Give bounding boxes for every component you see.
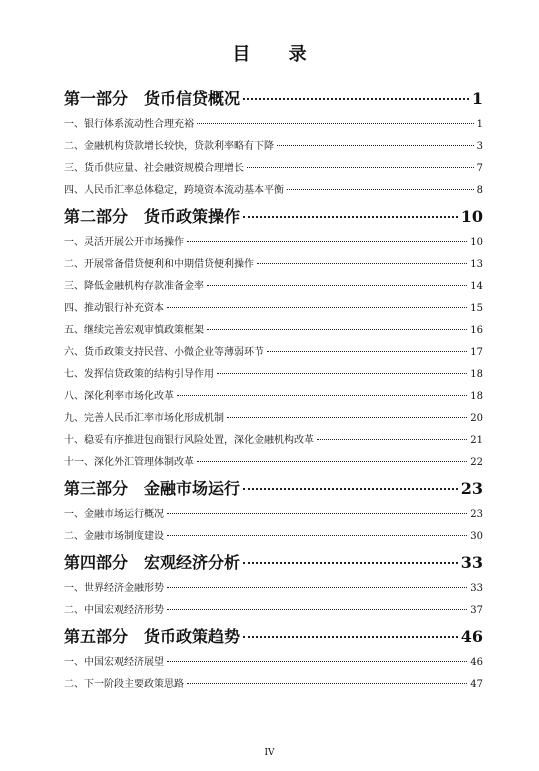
- toc-item-label: 十一、深化外汇管理体制改革: [64, 457, 194, 468]
- dot-leader: [167, 661, 467, 662]
- dot-leader: [243, 98, 469, 100]
- toc-item[interactable]: [64, 298, 483, 320]
- toc-item[interactable]: [64, 136, 483, 158]
- dot-leader: [243, 562, 458, 564]
- dot-leader: [217, 373, 467, 374]
- toc-item[interactable]: [64, 342, 483, 364]
- table-of-contents: [64, 84, 483, 696]
- toc-part-label: 第五部分 货币政策趋势: [64, 627, 241, 646]
- dot-leader: [207, 329, 467, 330]
- toc-item[interactable]: [64, 114, 483, 136]
- toc-item[interactable]: [64, 408, 483, 430]
- dot-leader: [167, 535, 467, 536]
- toc-item-page: 14: [470, 281, 483, 292]
- toc-item-page: 46: [470, 657, 483, 668]
- toc-item-label: 一、银行体系流动性合理充裕: [64, 119, 194, 130]
- toc-part-page: 1: [471, 89, 483, 108]
- toc-part-label: 第一部分 货币信贷概况: [64, 89, 241, 108]
- toc-item-label: 五、继续完善宏观审慎政策框架: [64, 325, 204, 336]
- toc-part[interactable]: [64, 622, 483, 652]
- toc-item[interactable]: [64, 276, 483, 298]
- toc-item-label: 二、下一阶段主要政策思路: [64, 679, 184, 690]
- toc-item[interactable]: [64, 526, 483, 548]
- dot-leader: [243, 636, 458, 638]
- dot-leader: [257, 263, 467, 264]
- toc-part-label: 第四部分 宏观经济分析: [64, 553, 241, 572]
- dot-leader: [197, 123, 474, 124]
- toc-item-page: 30: [470, 531, 483, 542]
- toc-item-page: 21: [470, 435, 483, 446]
- toc-item-label: 二、开展常备借贷便利和中期借贷便利操作: [64, 259, 254, 270]
- toc-item[interactable]: [64, 600, 483, 622]
- toc-item-page: 15: [470, 303, 483, 314]
- toc-item-page: 18: [470, 369, 483, 380]
- dot-leader: [247, 167, 474, 168]
- toc-item-label: 七、发挥信贷政策的结构引导作用: [64, 369, 214, 380]
- page-title: 目 录: [232, 44, 323, 65]
- page-number-footer: IV: [264, 748, 275, 758]
- toc-part[interactable]: [64, 202, 483, 232]
- toc-item-label: 八、深化利率市场化改革: [64, 391, 174, 402]
- dot-leader: [267, 351, 467, 352]
- dot-leader: [187, 683, 467, 684]
- toc-part-page: 23: [460, 479, 483, 498]
- toc-item-page: 1: [476, 119, 483, 130]
- toc-item-page: 18: [470, 391, 483, 402]
- dot-leader: [207, 285, 467, 286]
- toc-part[interactable]: [64, 548, 483, 578]
- toc-item-label: 四、人民币汇率总体稳定，跨境资本流动基本平衡: [64, 185, 284, 196]
- toc-item[interactable]: [64, 578, 483, 600]
- toc-item-page: 17: [470, 347, 483, 358]
- toc-part-page: 33: [460, 553, 483, 572]
- toc-item-page: 16: [470, 325, 483, 336]
- toc-part[interactable]: [64, 474, 483, 504]
- toc-item[interactable]: [64, 430, 483, 452]
- toc-part-page: 10: [460, 207, 483, 226]
- toc-item-label: 二、中国宏观经济形势: [64, 605, 164, 616]
- dot-leader: [243, 488, 458, 490]
- toc-item-label: 二、金融市场制度建设: [64, 531, 164, 542]
- dot-leader: [287, 189, 474, 190]
- toc-item-page: 8: [476, 185, 483, 196]
- toc-item-page: 3: [476, 141, 483, 152]
- toc-item[interactable]: [64, 320, 483, 342]
- toc-item-label: 四、推动银行补充资本: [64, 303, 164, 314]
- toc-item[interactable]: [64, 452, 483, 474]
- dot-leader: [167, 307, 467, 308]
- toc-item-label: 一、世界经济金融形势: [64, 583, 164, 594]
- toc-item-page: 47: [470, 679, 483, 690]
- dot-leader: [167, 513, 467, 514]
- toc-item[interactable]: [64, 158, 483, 180]
- toc-item[interactable]: [64, 232, 483, 254]
- toc-item-page: 22: [470, 457, 483, 468]
- toc-item-label: 三、货币供应量、社会融资规模合理增长: [64, 163, 244, 174]
- toc-part-page: 46: [460, 627, 483, 646]
- toc-item-label: 九、完善人民币汇率市场化形成机制: [64, 413, 224, 424]
- toc-item[interactable]: [64, 180, 483, 202]
- toc-item-page: 7: [476, 163, 483, 174]
- dot-leader: [197, 461, 467, 462]
- toc-item[interactable]: [64, 652, 483, 674]
- dot-leader: [277, 145, 474, 146]
- dot-leader: [317, 439, 467, 440]
- dot-leader: [187, 241, 467, 242]
- toc-item-label: 三、降低金融机构存款准备金率: [64, 281, 204, 292]
- toc-item-label: 一、金融市场运行概况: [64, 509, 164, 520]
- toc-item-page: 20: [470, 413, 483, 424]
- toc-part-label: 第三部分 金融市场运行: [64, 479, 241, 498]
- dot-leader: [243, 216, 458, 218]
- toc-item-page: 10: [470, 237, 483, 248]
- toc-item-label: 一、灵活开展公开市场操作: [64, 237, 184, 248]
- toc-item-label: 一、中国宏观经济展望: [64, 657, 164, 668]
- toc-item[interactable]: [64, 386, 483, 408]
- dot-leader: [177, 395, 467, 396]
- toc-item-page: 23: [470, 509, 483, 520]
- toc-item-page: 33: [470, 583, 483, 594]
- toc-item[interactable]: [64, 504, 483, 526]
- toc-item-page: 13: [470, 259, 483, 270]
- toc-item[interactable]: [64, 674, 483, 696]
- toc-item[interactable]: [64, 364, 483, 386]
- toc-item[interactable]: [64, 254, 483, 276]
- dot-leader: [227, 417, 467, 418]
- toc-part-label: 第二部分 货币政策操作: [64, 207, 241, 226]
- toc-item-page: 37: [470, 605, 483, 616]
- toc-item-label: 十、稳妥有序推进包商银行风险处置，深化金融机构改革: [64, 435, 314, 446]
- toc-part[interactable]: [64, 84, 483, 114]
- dot-leader: [167, 587, 467, 588]
- toc-item-label: 六、货币政策支持民营、小微企业等薄弱环节: [64, 347, 264, 358]
- dot-leader: [167, 609, 467, 610]
- toc-item-label: 二、金融机构贷款增长较快，贷款利率略有下降: [64, 141, 274, 152]
